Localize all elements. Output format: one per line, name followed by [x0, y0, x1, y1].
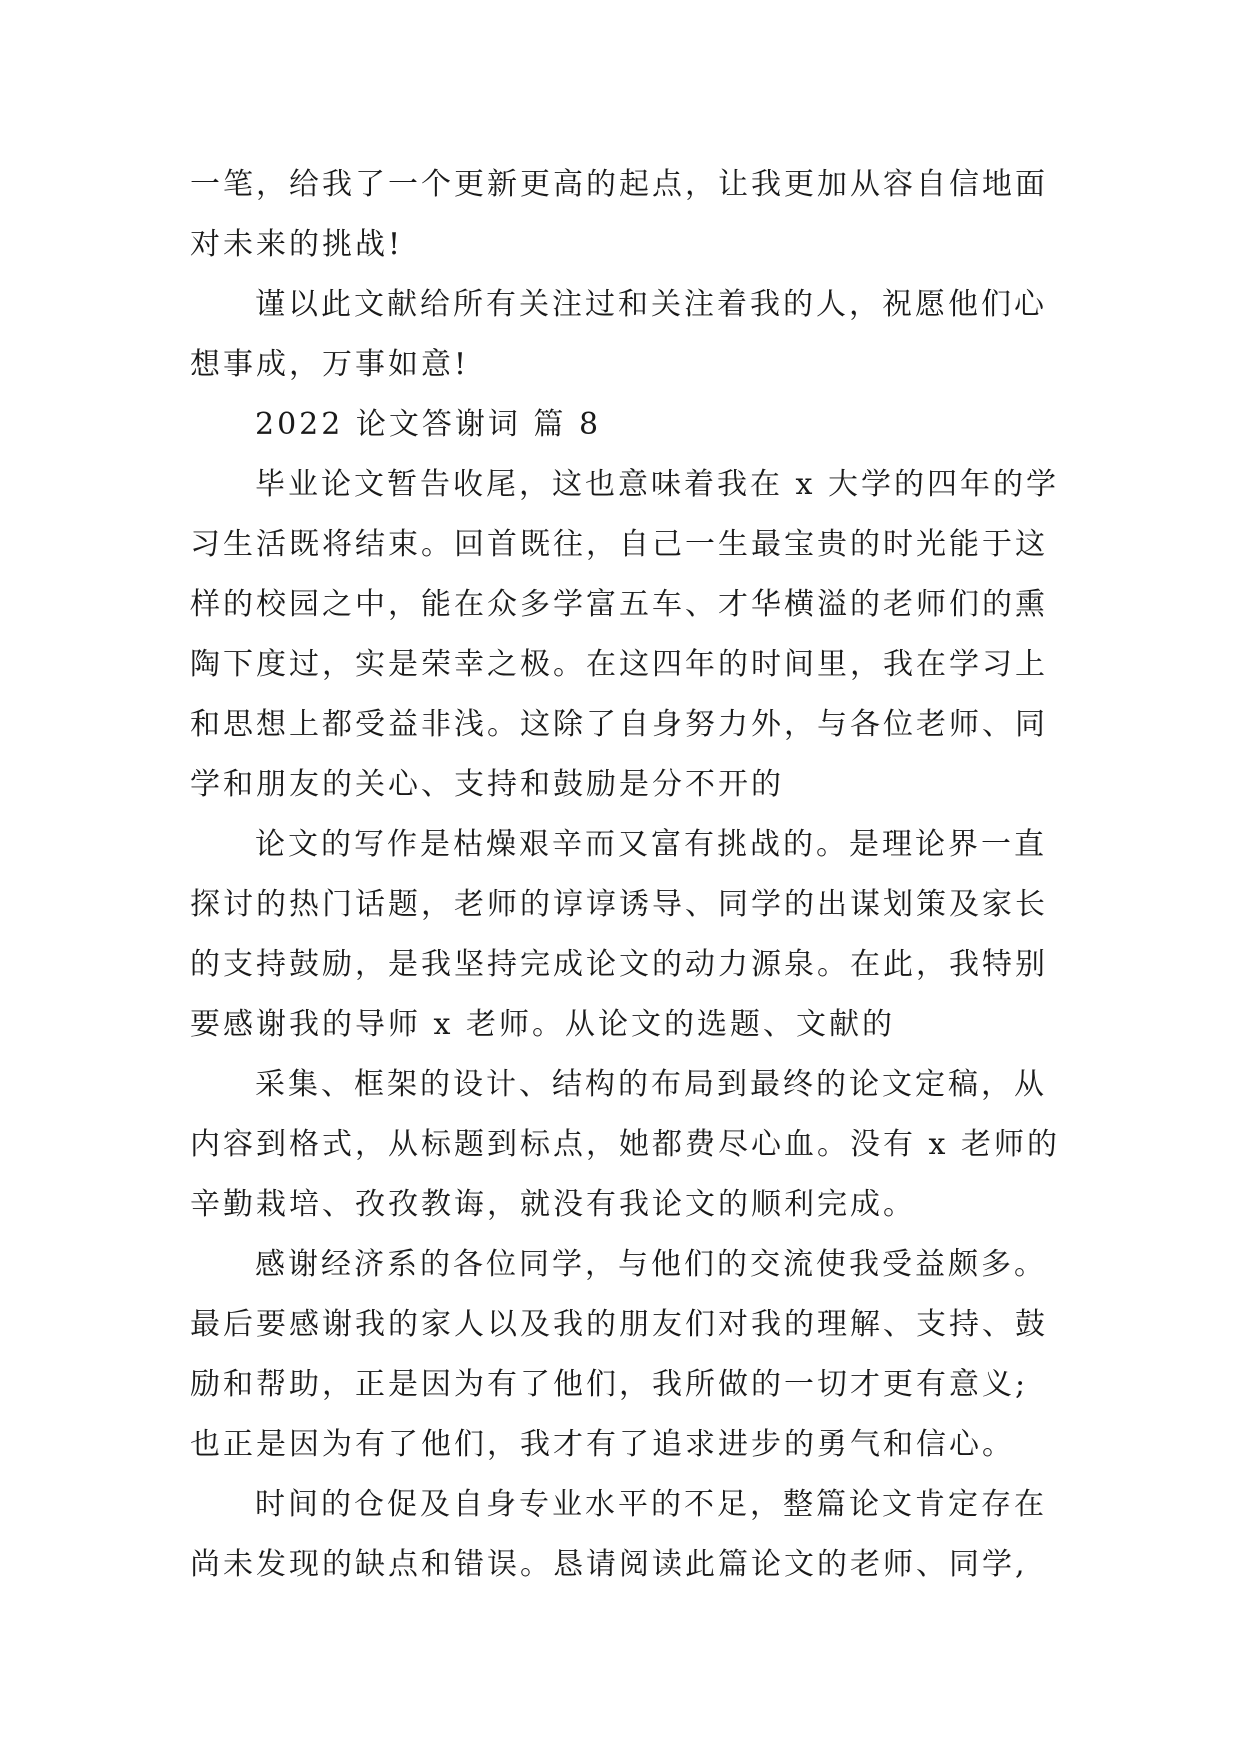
text-line-content: 内容到格式，从标题到标点，她都费尽心血。没有 x 老师的	[190, 1127, 1060, 1162]
text-line-content: 想事成，万事如意!	[190, 347, 470, 382]
text-line	[0, 1355, 1241, 1415]
text-line-content: 一笔，给我了一个更新更高的起点，让我更加从容自信地面	[190, 167, 1048, 202]
text-line	[0, 875, 1241, 935]
text-line-content: 习生活既将结束。回首既往，自己一生最宝贵的时光能于这	[190, 527, 1048, 562]
text-line-content: 样的校园之中，能在众多学富五车、才华横溢的老师们的熏	[190, 587, 1048, 622]
text-line	[0, 335, 1241, 395]
text-line	[0, 635, 1241, 695]
text-line-content: 也正是因为有了他们，我才有了追求进步的勇气和信心。	[190, 1427, 1015, 1462]
text-line-content: 感谢经济系的各位同学，与他们的交流使我受益颇多。	[255, 1247, 1047, 1282]
text-line-content: 学和朋友的关心、支持和鼓励是分不开的	[190, 767, 784, 802]
text-line-content: 毕业论文暂告收尾，这也意味着我在 x 大学的四年的学	[255, 467, 1059, 502]
section-heading-text: 2022 论文答谢词 篇 8	[255, 407, 602, 442]
text-line	[0, 1055, 1241, 1115]
text-line	[0, 515, 1241, 575]
text-line-content: 要感谢我的导师 x 老师。从论文的选题、文献的	[190, 1007, 895, 1042]
text-line-content: 的支持鼓励，是我坚持完成论文的动力源泉。在此，我特别	[190, 947, 1048, 982]
text-line	[0, 455, 1241, 515]
text-line-content: 探讨的热门话题，老师的谆谆诱导、同学的出谋划策及家长	[190, 887, 1048, 922]
text-line	[0, 275, 1241, 335]
text-line	[0, 995, 1241, 1055]
text-line	[0, 1415, 1241, 1475]
section-heading	[0, 395, 1241, 455]
text-line	[0, 575, 1241, 635]
text-line	[0, 815, 1241, 875]
text-line-content: 对未来的挑战!	[190, 227, 404, 262]
text-line	[0, 1175, 1241, 1235]
text-line	[0, 1295, 1241, 1355]
text-line-content: 谨以此文献给所有关注过和关注着我的人，祝愿他们心	[255, 287, 1047, 322]
text-line	[0, 1235, 1241, 1295]
text-line	[0, 755, 1241, 815]
text-line-content: 最后要感谢我的家人以及我的朋友们对我的理解、支持、鼓	[190, 1307, 1048, 1342]
text-line	[0, 935, 1241, 995]
text-line	[0, 1535, 1241, 1595]
text-line-content: 时间的仓促及自身专业水平的不足，整篇论文肯定存在	[255, 1487, 1047, 1522]
text-line	[0, 215, 1241, 275]
text-line-content: 和思想上都受益非浅。这除了自身努力外，与各位老师、同	[190, 707, 1048, 742]
text-line-content: 尚未发现的缺点和错误。恳请阅读此篇论文的老师、同学,	[190, 1547, 1028, 1582]
text-line-content: 论文的写作是枯燥艰辛而又富有挑战的。是理论界一直	[255, 827, 1047, 862]
text-line-content: 采集、框架的设计、结构的布局到最终的论文定稿，从	[255, 1067, 1047, 1102]
text-line	[0, 155, 1241, 215]
text-line	[0, 695, 1241, 755]
text-line-content: 励和帮助，正是因为有了他们，我所做的一切才更有意义;	[190, 1367, 1029, 1402]
text-line-content: 陶下度过，实是荣幸之极。在这四年的时间里，我在学习上	[190, 647, 1048, 682]
text-line-content: 辛勤栽培、孜孜教诲，就没有我论文的顺利完成。	[190, 1187, 916, 1222]
text-line	[0, 1475, 1241, 1535]
text-line	[0, 1115, 1241, 1175]
